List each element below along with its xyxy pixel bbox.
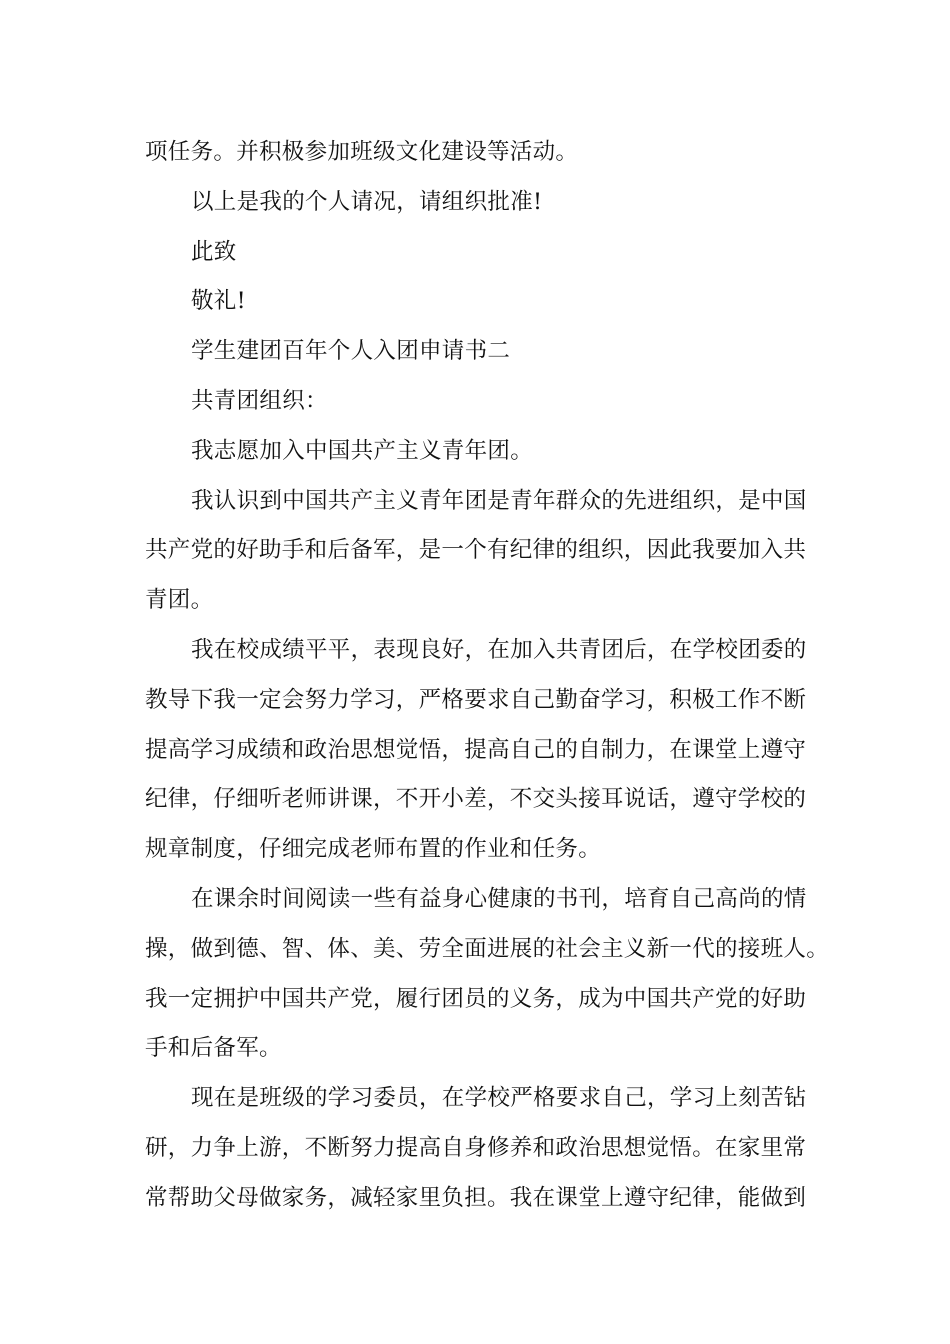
text-line: 我一定拥护中国共产党，履行团员的义务，成为中国共产党的好助 xyxy=(145,985,807,1012)
text-line: 敬礼! xyxy=(191,288,246,315)
text-line: 以上是我的个人请况，请组织批准! xyxy=(191,188,543,215)
text-line: 项任务。并积极参加班级文化建设等活动。 xyxy=(145,139,579,165)
text-line: 此致 xyxy=(191,238,237,265)
text-line: 提高学习成绩和政治思想觉悟，提高自己的自制力，在课堂上遵守 xyxy=(145,736,807,763)
text-line: 在课余时间阅读一些有益身心健康的书刊，培育自己高尚的情 xyxy=(191,885,807,912)
text-line: 青团。 xyxy=(145,587,214,614)
text-line: 学生建团百年个人入团申请书二 xyxy=(191,338,511,365)
text-line: 研，力争上游，不断努力提高自身修养和政治思想觉悟。在家里常 xyxy=(145,1134,807,1161)
text-line: 操，做到德、智、体、美、劳全面进展的社会主义新一代的接班人。 xyxy=(145,935,830,962)
text-line: 教导下我一定会努力学习，严格要求自己勤奋学习，积极工作不断 xyxy=(145,686,807,713)
text-line: 我认识到中国共产主义青年团是青年群众的先进组织，是中国 xyxy=(191,487,807,514)
text-line: 我在校成绩平平，表现良好，在加入共青团后，在学校团委的 xyxy=(191,636,807,663)
text-line: 我志愿加入中国共产主义青年团。 xyxy=(191,437,534,464)
text-line: 纪律，仔细听老师讲课，不开小差，不交头接耳说话，遵守学校的 xyxy=(145,786,807,813)
text-line: 共青团组织： xyxy=(191,387,328,414)
text-line: 手和后备军。 xyxy=(145,1035,282,1062)
text-line: 规章制度，仔细完成老师布置的作业和任务。 xyxy=(145,836,602,863)
text-line: 常帮助父母做家务，减轻家里负担。我在课堂上遵守纪律，能做到 xyxy=(145,1184,807,1211)
text-line: 现在是班级的学习委员，在学校严格要求自己，学习上刻苦钻 xyxy=(191,1085,807,1112)
document-body xyxy=(145,128,830,1224)
text-line: 共产党的好助手和后备军，是一个有纪律的组织，因此我要加入共 xyxy=(145,537,807,564)
